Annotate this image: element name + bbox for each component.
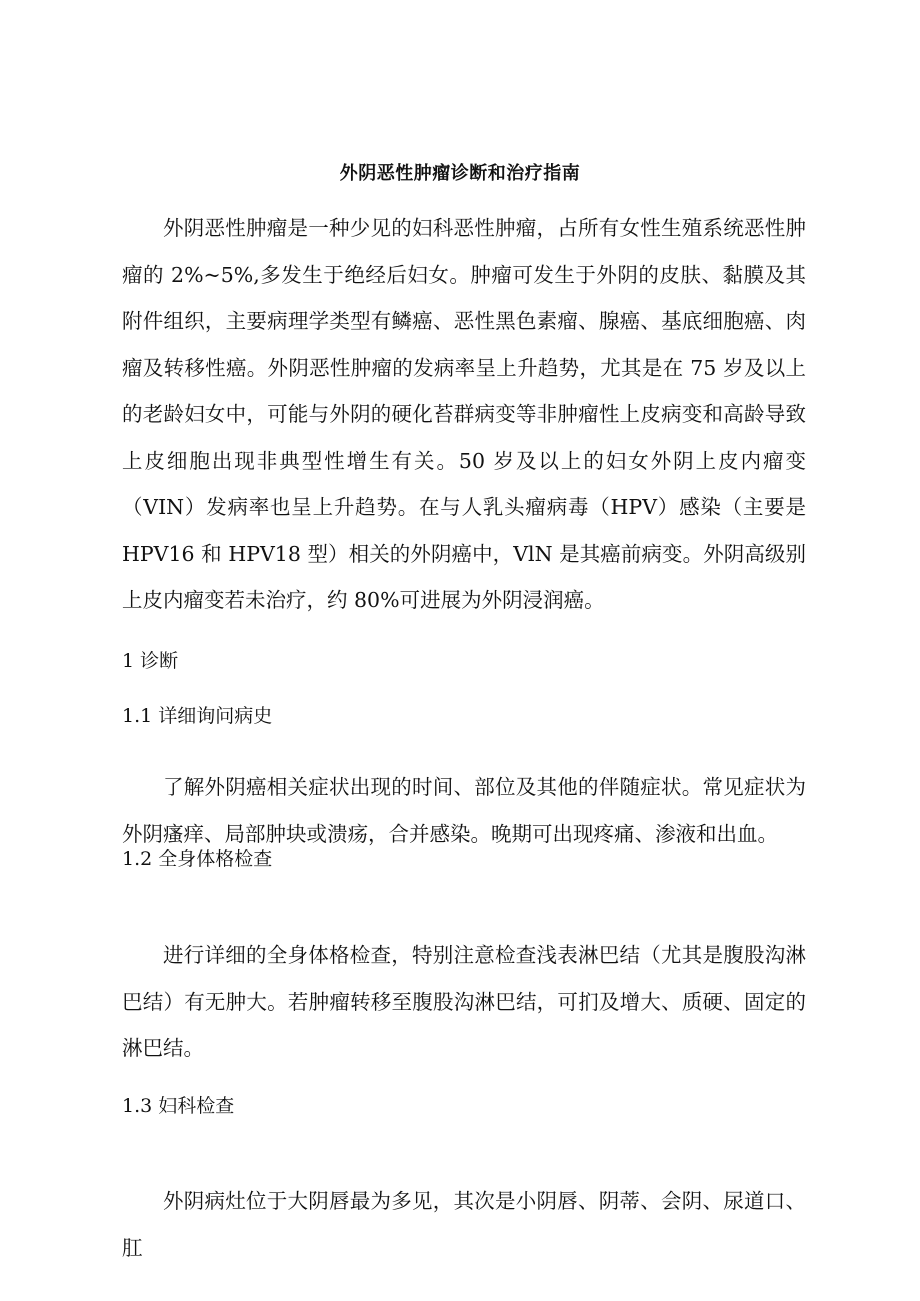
- intro-paragraph: 外阴恶性肿瘤是一种少见的妇科恶性肿瘤，占所有女性生殖系统恶性肿瘤的 2%~5%,多发生于绝经后妇女。肿瘤可发生于外阴的皮肤、黏膜及其附件组织，主要病理学类型有鳞癌、恶性黑色素瘤、腺癌、基底细胞癌、肉瘤及转移性癌。外阴恶性肿瘤的发病率呈上升趋势，尤其是在 75 岁及以上的老龄妇女中，可能与外阴的硬化苔群病变等非肿瘤性上皮病变和高龄导致上皮细胞出现非典型性增生有关。50 岁及以上的妇女外阴上皮内瘤变（VIN）发病率也呈上升趋势。在与人乳头瘤病毒（HPV）感染（主要是 HPV16 和 HPV18 型）相关的外阴癌中，VlN 是其癌前病变。外阴高级别上皮内瘤变若未治疗，约 80%可进展为外阴浸润癌。: [122, 216, 806, 612]
- section-heading-physical-exam: 1.2 全身体格检查: [122, 848, 273, 870]
- section-heading-history: 1.1 详细询问病史: [122, 705, 273, 727]
- section-paragraph-history: 了解外阴癌相关症状出现的时间、部位及其他的伴随症状。常见症状为外阴瘙痒、局部肿块或溃疡，合并感染。晚期可出现疼痛、渗液和出血。: [122, 775, 806, 846]
- section-heading-gynecologic-exam: 1.3 妇科检查: [122, 1095, 235, 1117]
- section-paragraph-physical-exam: 进行详细的全身体格检查，特别注意检查浅表淋巴结（尤其是腹股沟淋巴结）有无肿大。若肿瘤转移至腹股沟淋巴结，可扪及增大、质硬、固定的淋巴结。: [122, 943, 806, 1060]
- section-paragraph-gynecologic-exam: 外阴病灶位于大阴唇最为多见，其次是小阴唇、阴蒂、会阴、尿道口、肛: [122, 1189, 806, 1260]
- document-title: 外阴恶性肿瘤诊断和治疗指南: [339, 163, 581, 184]
- section-heading-diagnosis: 1 诊断: [122, 650, 179, 672]
